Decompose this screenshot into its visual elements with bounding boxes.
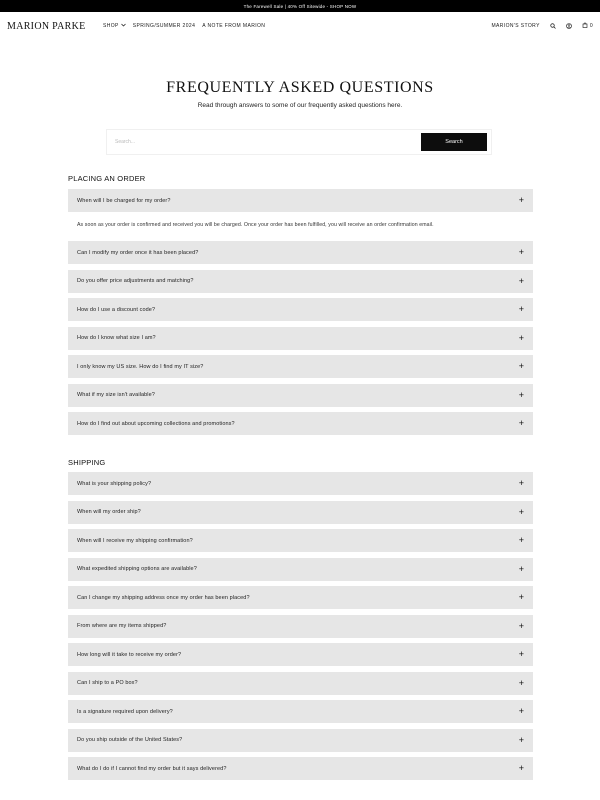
faq-item[interactable] [68,672,533,695]
plus-icon[interactable]: + [518,195,524,205]
plus-icon[interactable]: + [518,506,524,517]
search-icon[interactable] [550,23,556,29]
nav-item-story[interactable]: MARION'S STORY [491,23,540,29]
plus-icon[interactable]: + [518,275,524,286]
plus-icon[interactable]: + [518,649,524,659]
plus-icon[interactable]: + [518,247,524,257]
nav-item-label: SPRING/SUMMER 2024 [132,23,196,29]
plus-icon[interactable]: + [518,592,524,602]
faq-question: What expedited shipping options are available? [77,566,197,572]
faq-search [106,129,492,155]
faq-question: When will I be charged for my order? [77,197,171,204]
nav-item-label: A NOTE FROM MARION [202,23,266,29]
faq-question: Do you ship outside of the United States? [77,737,183,743]
faq-list [68,241,533,435]
cart-count: 0 [589,23,593,29]
section-title: SHIPPING [68,458,106,467]
faq-question: From where are my items shipped? [77,623,167,629]
faq-question: I only know my US size. How do I find my IT size? [77,363,204,370]
section-placing-an-order [68,174,533,441]
nav-item-spring-summer[interactable] [133,23,196,29]
faq-item[interactable] [68,615,533,638]
nav-item-note-from-marion[interactable] [202,23,265,29]
faq-question: How long will it take to receive my order? [77,651,182,658]
faq-item[interactable] [68,729,533,752]
faq-item[interactable] [68,472,533,495]
plus-icon[interactable]: + [518,478,524,488]
faq-question: Do you offer price adjustments and matching? [77,278,194,284]
logo[interactable]: MARION PARKE [7,20,86,32]
plus-icon[interactable]: + [518,677,524,688]
plus-icon[interactable]: + [518,361,524,371]
user-icon[interactable] [566,23,572,29]
nav-menu [103,23,265,29]
faq-item[interactable] [68,529,533,552]
plus-icon[interactable]: + [518,620,524,631]
faq-item[interactable] [68,643,533,666]
faq-question: Can I ship to a PO box? [77,680,138,686]
faq-question: How do I know what size I am? [77,335,156,341]
announcement-bar[interactable] [0,0,600,12]
faq-item[interactable] [68,298,533,321]
search-button[interactable]: Search [421,133,487,151]
faq-item[interactable] [68,757,533,780]
bag-icon [582,22,588,30]
plus-icon[interactable]: + [518,418,524,428]
search-input[interactable] [115,139,421,145]
plus-icon[interactable]: + [518,389,524,400]
nav-item-shop[interactable] [103,23,126,29]
faq-question: Can I change my shipping address once my order has been placed? [77,594,250,601]
faq-item[interactable] [68,384,533,407]
faq-answer: As soon as your order is confirmed and received you will be charged. Once your order has been fulfilled, you will receive an order confirmation email. [77,222,434,228]
nav-right [491,22,593,30]
nav-item-label: SHOP [103,23,119,29]
plus-icon[interactable]: + [518,332,524,343]
faq-item[interactable] [68,327,533,350]
section-shipping [68,458,533,786]
faq-question: What if my size isn't available? [77,392,155,398]
cart-button[interactable] [582,22,593,30]
plus-icon[interactable]: + [518,563,524,574]
page-title: FREQUENTLY ASKED QUESTIONS [166,79,434,96]
plus-icon[interactable]: + [518,535,524,545]
faq-list [68,472,533,780]
faq-item[interactable] [68,501,533,524]
faq-item[interactable] [68,241,533,264]
faq-hero [0,79,600,109]
main-nav [0,12,600,40]
faq-question: When will my order ship? [77,509,141,515]
faq-question: How do I find out about upcoming collections and promotions? [77,420,235,427]
section-title: PLACING AN ORDER [68,174,146,183]
page-subtitle: Read through answers to some of our frequently asked questions here. [197,102,403,109]
announcement-text[interactable]: The Farewell Sale | 40% Off Sitewide - SHOP NOW [243,3,357,9]
faq-question: What do I do if I cannot find my order but it says delivered? [77,765,227,772]
faq-item[interactable] [68,412,533,435]
faq-item[interactable] [68,558,533,581]
faq-item[interactable] [68,270,533,293]
plus-icon[interactable]: + [518,734,524,745]
faq-question: How do I use a discount code? [77,306,156,313]
faq-question: When will I receive my shipping confirmation? [77,537,193,544]
faq-item[interactable] [68,355,533,378]
faq-question: What is your shipping policy? [77,480,152,487]
plus-icon[interactable]: + [518,304,524,314]
faq-item[interactable] [68,586,533,609]
faq-item[interactable] [68,700,533,723]
faq-item[interactable] [68,189,533,212]
plus-icon[interactable]: + [518,706,524,716]
faq-question: Can I modify my order once it has been placed? [77,249,199,256]
faq-question: Is a signature required upon delivery? [77,708,173,715]
plus-icon[interactable]: + [518,763,524,773]
chevron-down-icon [121,23,126,29]
